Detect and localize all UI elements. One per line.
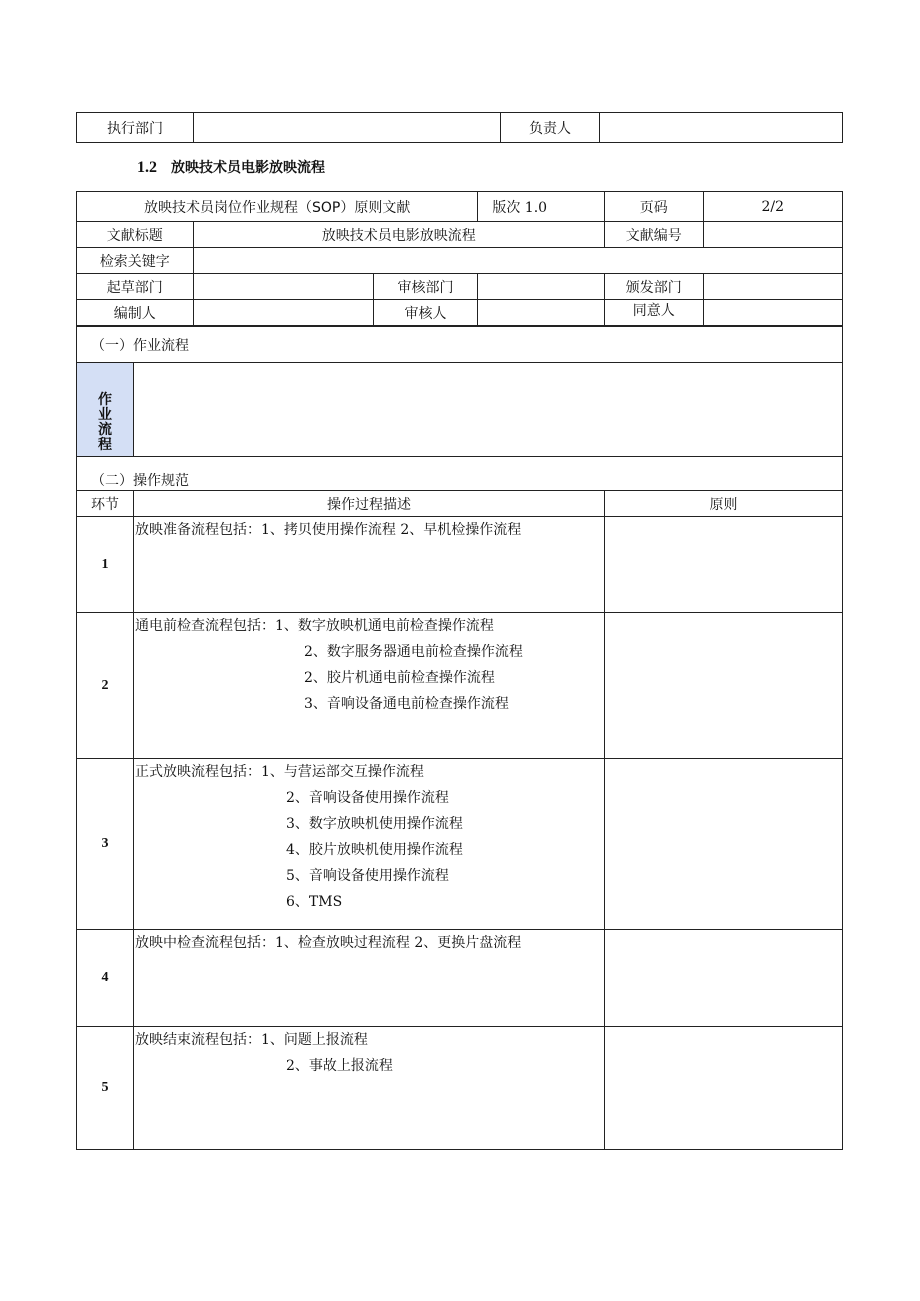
step-line: 放映中检查流程包括：1、检查放映过程流程 2、更换片盘流程 <box>135 935 522 951</box>
workflow-table <box>76 326 843 457</box>
exec-dept-value <box>194 113 501 143</box>
step-line: 放映准备流程包括：1、拷贝使用操作流程 2、早机检操作流程 <box>135 522 522 538</box>
section-heading <box>137 157 325 177</box>
step-line: 2、数字服务器通电前检查操作流程 <box>304 644 523 660</box>
step-description <box>134 930 605 1027</box>
sop-header-table <box>76 191 843 326</box>
step-principle <box>605 1027 843 1150</box>
step-principle <box>605 613 843 759</box>
workflow-diagram-area <box>134 363 843 457</box>
step-index: 1 <box>77 517 134 613</box>
step-description <box>134 759 605 930</box>
top-table <box>76 112 843 143</box>
approver-label: 同意人 <box>604 300 703 326</box>
step-row <box>77 613 843 759</box>
doc-title-value: 放映技术员电影放映流程 <box>193 222 604 248</box>
review-dept-value <box>478 274 605 300</box>
step-line: 2、事故上报流程 <box>286 1058 393 1074</box>
step-row <box>77 517 843 613</box>
workflow-side-cell <box>77 363 134 457</box>
issue-dept-value <box>703 274 843 300</box>
doc-title-label: 文献标题 <box>77 222 194 248</box>
col-step-header: 环节 <box>77 491 134 517</box>
page-value: 2/2 <box>703 192 843 222</box>
heading-title: 放映技术员电影放映流程 <box>171 160 325 176</box>
heading-number: 1.2 <box>137 159 157 176</box>
step-index: 4 <box>77 930 134 1027</box>
owner-value <box>600 113 843 143</box>
step-line: 正式放映流程包括：1、与营运部交互操作流程 <box>135 764 424 780</box>
col-principle-header: 原则 <box>605 491 843 517</box>
reviewer-value <box>478 300 605 326</box>
section1-title: （一）作业流程 <box>77 327 843 363</box>
step-line: 2、音响设备使用操作流程 <box>286 790 449 806</box>
version: 版次 1.0 <box>478 192 605 222</box>
step-description <box>134 1027 605 1150</box>
step-principle <box>605 517 843 613</box>
workflow-side-label: 作业流程 <box>98 392 112 453</box>
exec-dept-label: 执行部门 <box>77 113 194 143</box>
editor-label: 编制人 <box>77 300 194 326</box>
step-line: 6、TMS <box>286 894 343 910</box>
step-principle <box>605 759 843 930</box>
step-line: 2、胶片机通电前检查操作流程 <box>304 670 495 686</box>
step-row <box>77 930 843 1027</box>
editor-value <box>193 300 373 326</box>
step-description <box>134 613 605 759</box>
issue-dept-label: 颁发部门 <box>604 274 703 300</box>
page-label: 页码 <box>604 192 703 222</box>
step-index: 3 <box>77 759 134 930</box>
section2-title: （二）操作规范 <box>77 457 843 491</box>
step-row <box>77 1027 843 1150</box>
review-dept-label: 审核部门 <box>373 274 478 300</box>
draft-dept-value <box>193 274 373 300</box>
step-line: 5、音响设备使用操作流程 <box>286 868 449 884</box>
owner-label: 负责人 <box>501 113 600 143</box>
step-line: 3、音响设备通电前检查操作流程 <box>304 696 509 712</box>
step-line: 通电前检查流程包括：1、数字放映机通电前检查操作流程 <box>135 618 494 634</box>
step-index: 5 <box>77 1027 134 1150</box>
step-row <box>77 759 843 930</box>
approver-value <box>703 300 843 326</box>
step-line: 3、数字放映机使用操作流程 <box>286 816 463 832</box>
doc-number-value <box>703 222 843 248</box>
reviewer-label: 审核人 <box>373 300 478 326</box>
step-line: 4、胶片放映机使用操作流程 <box>286 842 463 858</box>
keyword-value <box>193 248 842 274</box>
doc-number-label: 文献编号 <box>604 222 703 248</box>
draft-dept-label: 起草部门 <box>77 274 194 300</box>
operation-table <box>76 456 843 1150</box>
sop-title: 放映技术员岗位作业规程（SOP）原则文献 <box>77 192 478 222</box>
step-description <box>134 517 605 613</box>
step-line: 放映结束流程包括：1、问题上报流程 <box>135 1032 368 1048</box>
col-desc-header: 操作过程描述 <box>134 491 605 517</box>
keyword-label: 检索关键字 <box>77 248 194 274</box>
step-principle <box>605 930 843 1027</box>
step-index: 2 <box>77 613 134 759</box>
